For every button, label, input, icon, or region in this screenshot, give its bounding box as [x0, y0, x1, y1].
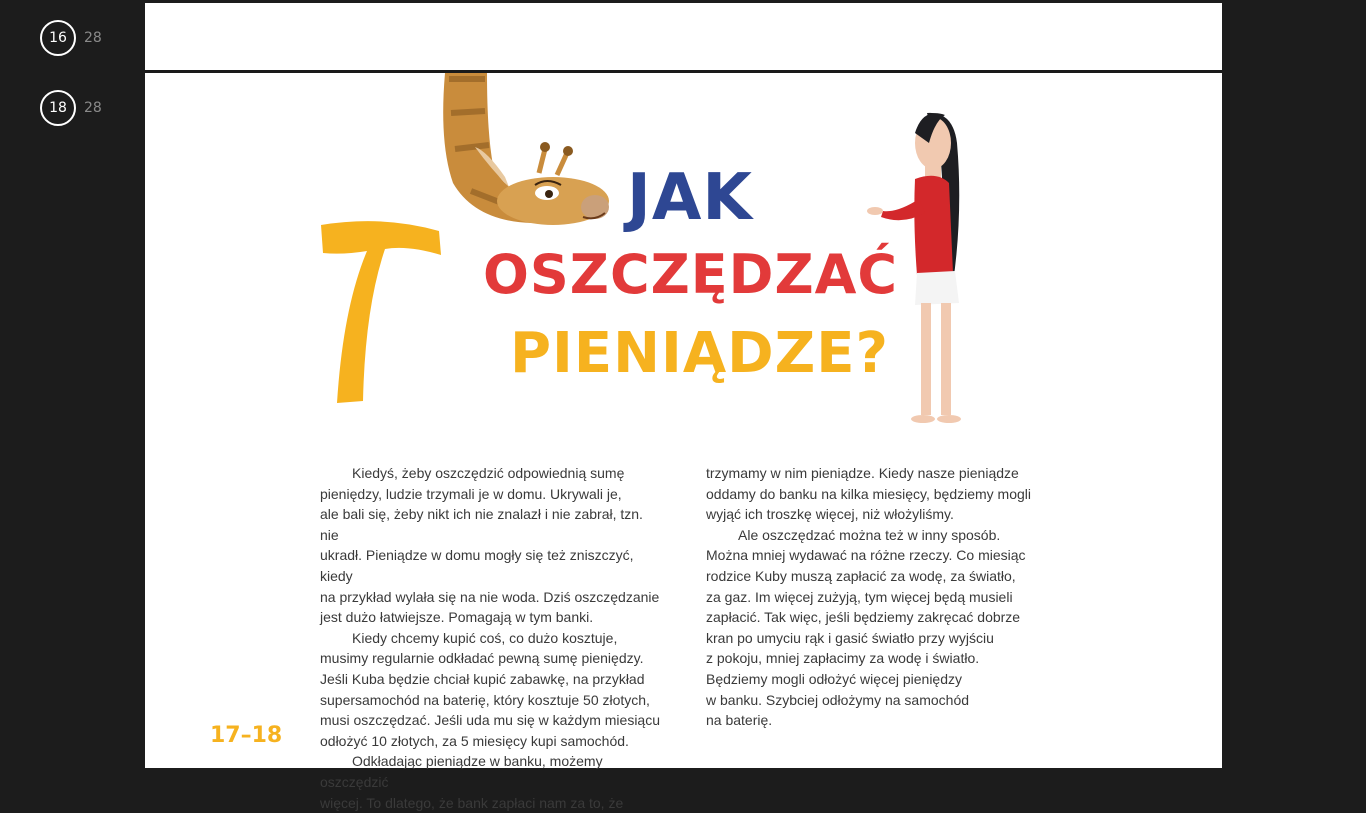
text-line: kran po umyciu rąk i gasić światło przy wyjściu [706, 628, 1051, 649]
text-line: trzymamy w nim pieniądze. Kiedy nasze pieniądze [706, 463, 1051, 484]
text-line: na baterię. [706, 710, 1051, 731]
text-line: musi oszczędzać. Jeśli uda mu się w każdym miesiącu [320, 710, 665, 731]
page-number: 17–18 [210, 723, 282, 748]
page-total: 28 [84, 30, 102, 46]
page-total: 28 [84, 100, 102, 116]
text-column-left [320, 463, 665, 813]
text-line: wyjąć ich troszkę więcej, niż włożyliśmy. [706, 504, 1051, 525]
text-line: rodzice Kuby muszą zapłacić za wodę, za światło, [706, 566, 1051, 587]
page-number-circle[interactable]: 16 [40, 20, 76, 56]
text-line: więcej. To dlatego, że bank zapłaci nam za to, że [320, 793, 665, 813]
page-number-circle[interactable]: 18 [40, 90, 76, 126]
text-line: Będziemy mogli odłożyć więcej pieniędzy [706, 669, 1051, 690]
page-nav-item-18[interactable] [40, 90, 102, 126]
text-line: odłożyć 10 złotych, za 5 miesięcy kupi samochód. [320, 731, 665, 752]
text-line: Można mniej wydawać na różne rzeczy. Co miesiąc [706, 545, 1051, 566]
text-line: pieniędzy, ludzie trzymali je w domu. Ukrywali je, [320, 484, 665, 505]
previous-page-bottom [145, 3, 1222, 70]
text-line: Kiedyś, żeby oszczędzić odpowiednią sumę [320, 463, 665, 484]
text-line: Kiedy chcemy kupić coś, co dużo kosztuje, [320, 628, 665, 649]
text-line: Odkładając pieniądze w banku, możemy oszczędzić [320, 751, 665, 792]
title-line-1: JAK [627, 161, 753, 235]
text-column-right [706, 463, 1051, 731]
text-line: w banku. Szybciej odłożymy na samochód [706, 690, 1051, 711]
document-viewer[interactable] [145, 3, 1222, 768]
text-line: z pokoju, mniej zapłacimy za wodę i światło. [706, 648, 1051, 669]
chapter-number: 7 [313, 212, 314, 214]
text-line: jest dużo łatwiejsze. Pomagają w tym banki. [320, 607, 665, 628]
text-line: Ale oszczędzać można też w inny sposób. [706, 525, 1051, 546]
text-line: zapłacić. Tak więc, jeśli będziemy zakręcać dobrze [706, 607, 1051, 628]
text-line: supersamochód na baterię, który kosztuje 50 złotych, [320, 690, 665, 711]
chapter-number-illustration [313, 213, 448, 413]
page-navigator [0, 0, 145, 768]
title-line-2: OSZCZĘDZAĆ [483, 243, 898, 306]
text-line: na przykład wylała się na nie woda. Dziś oszczędzanie [320, 587, 665, 608]
text-line: za gaz. Im więcej zużyją, tym więcej będą musieli [706, 587, 1051, 608]
book-page [145, 73, 1222, 768]
text-line: oddamy do banku na kilka miesięcy, będziemy mogli [706, 484, 1051, 505]
title-line-3: PIENIĄDZE? [510, 321, 889, 386]
text-line: musimy regularnie odkładać pewną sumę pieniędzy. [320, 648, 665, 669]
page-nav-item-16[interactable] [40, 20, 102, 56]
text-line: Jeśli Kuba będzie chciał kupić zabawkę, na przykład [320, 669, 665, 690]
text-line: ale bali się, żeby nikt ich nie znalazł i nie zabrał, tzn. nie [320, 504, 665, 545]
text-line: ukradł. Pieniądze w domu mogły się też zniszczyć, kiedy [320, 545, 665, 586]
giraffe-illustration [435, 73, 615, 233]
